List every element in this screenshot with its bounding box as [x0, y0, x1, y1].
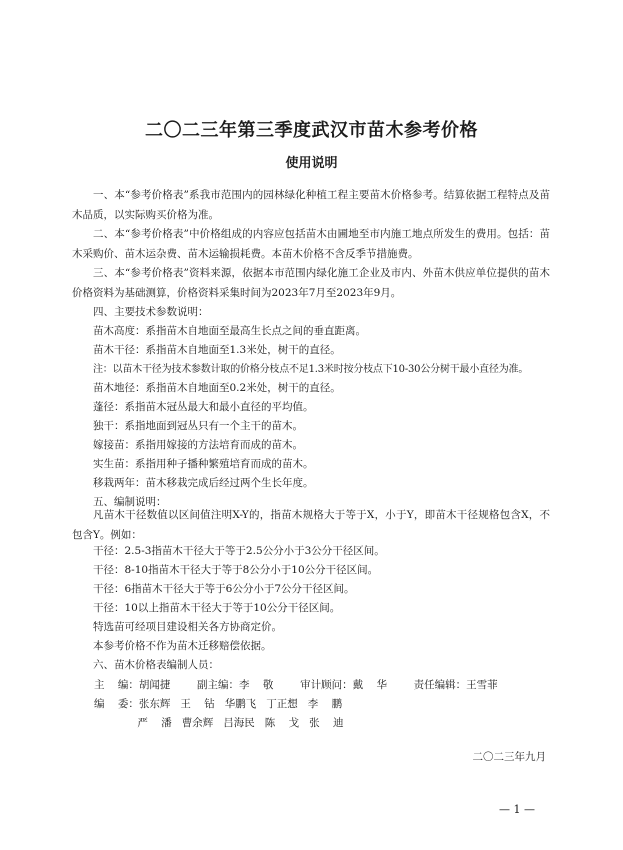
- example-1: 干径：2.5-3指苗木干径大于等于2.5公分小于3公分干径区间。: [93, 545, 385, 557]
- definition-transplant: 移栽两年：苗木移栽完成后经过两个生长年度。: [93, 477, 314, 489]
- paragraph-interval: 凡苗木干径数值以区间值注明X-Y的，指苗木规格大于等于X，小于Y，即苗木干径规格包含X，不包含Y。例如：: [72, 509, 550, 541]
- paragraph-2: 二、本“参考价格表”中价格组成的内容应包括苗木由圃地至市内施工地点所发生的费用。包括：苗木采购价、苗木运杂费、苗木运输损耗费。本苗木价格不含反季节措施费。: [72, 228, 550, 260]
- paragraph-1: 一、本“参考价格表”系我市范围内的园林绿化种植工程主要苗木价格参考。结算依据工程特点及苗木品质，以实际购买价格为准。: [72, 189, 550, 221]
- definition-grafted: 嫁接苗：系指用嫁接的方法培育而成的苗木。: [93, 439, 303, 451]
- note-branch-point: 注：以苗木干径为技术参数计取的价格分枝点不足1.3米时按分枝点下10-30公分树干最小直径为准。: [93, 364, 529, 375]
- section-5-heading: 五、编制说明：: [93, 496, 167, 508]
- example-3: 干径：6指苗木干径大于等于6公分小于7公分干径区间。: [93, 583, 355, 595]
- staff-line-3: 严 潘 曹余辉 吕海民 陈 戈 张 迪: [94, 717, 344, 729]
- definition-crown: 蓬径：系指苗木冠丛最大和最小直径的平均值。: [93, 401, 314, 413]
- special-seedling-note: 特选苗可经项目建设相关各方协商定价。: [93, 621, 282, 633]
- staff-line-2: 编 委：张东辉 王 钻 华鹏飞 丁正想 李 鹏: [94, 698, 343, 710]
- definition-trunk-diameter: 苗木干径：系指苗木自地面至1.3米处，树干的直径。: [93, 344, 341, 356]
- staff-line-1: 主 编：胡闻捷 副主编：李 敬 审计顾问：戴 华 责任编辑：王雪菲: [94, 679, 498, 691]
- page-title: 二〇二三年第三季度武汉市苗木参考价格: [145, 120, 478, 141]
- definition-single-trunk: 独干：系指地面到冠丛只有一个主干的苗木。: [93, 420, 303, 432]
- definition-ground-diameter: 苗木地径：系指苗木自地面至0.2米处，树干的直径。: [93, 382, 341, 394]
- page-number: — 1 —: [499, 803, 535, 816]
- paragraph-3: 三、本“参考价格表”资料来源，依据本市范围内绿化施工企业及市内、外苗木供应单位提供的苗木价格资料为基础测算，价格资料采集时间为2023年7月至2023年9月。: [72, 267, 550, 299]
- example-2: 干径：8-10指苗木干径大于等于8公分小于10公分干径区间。: [93, 564, 379, 576]
- section-6-heading: 六、苗木价格表编制人员：: [93, 659, 219, 671]
- section-4-heading: 四、主要技术参数说明：: [93, 306, 209, 318]
- definition-height: 苗木高度：系指苗木自地面至最高生长点之间的垂直距离。: [93, 325, 366, 337]
- issue-date: 二〇二三年九月: [472, 751, 546, 763]
- example-4: 干径：10以上指苗木干径大于等于10公分干径区间。: [93, 602, 341, 614]
- compensation-note: 本参考价格不作为苗木迁移赔偿依据。: [93, 640, 272, 652]
- page-subtitle: 使用说明: [285, 156, 338, 171]
- definition-seedling: 实生苗：系指用种子播种繁殖培育而成的苗木。: [93, 458, 314, 470]
